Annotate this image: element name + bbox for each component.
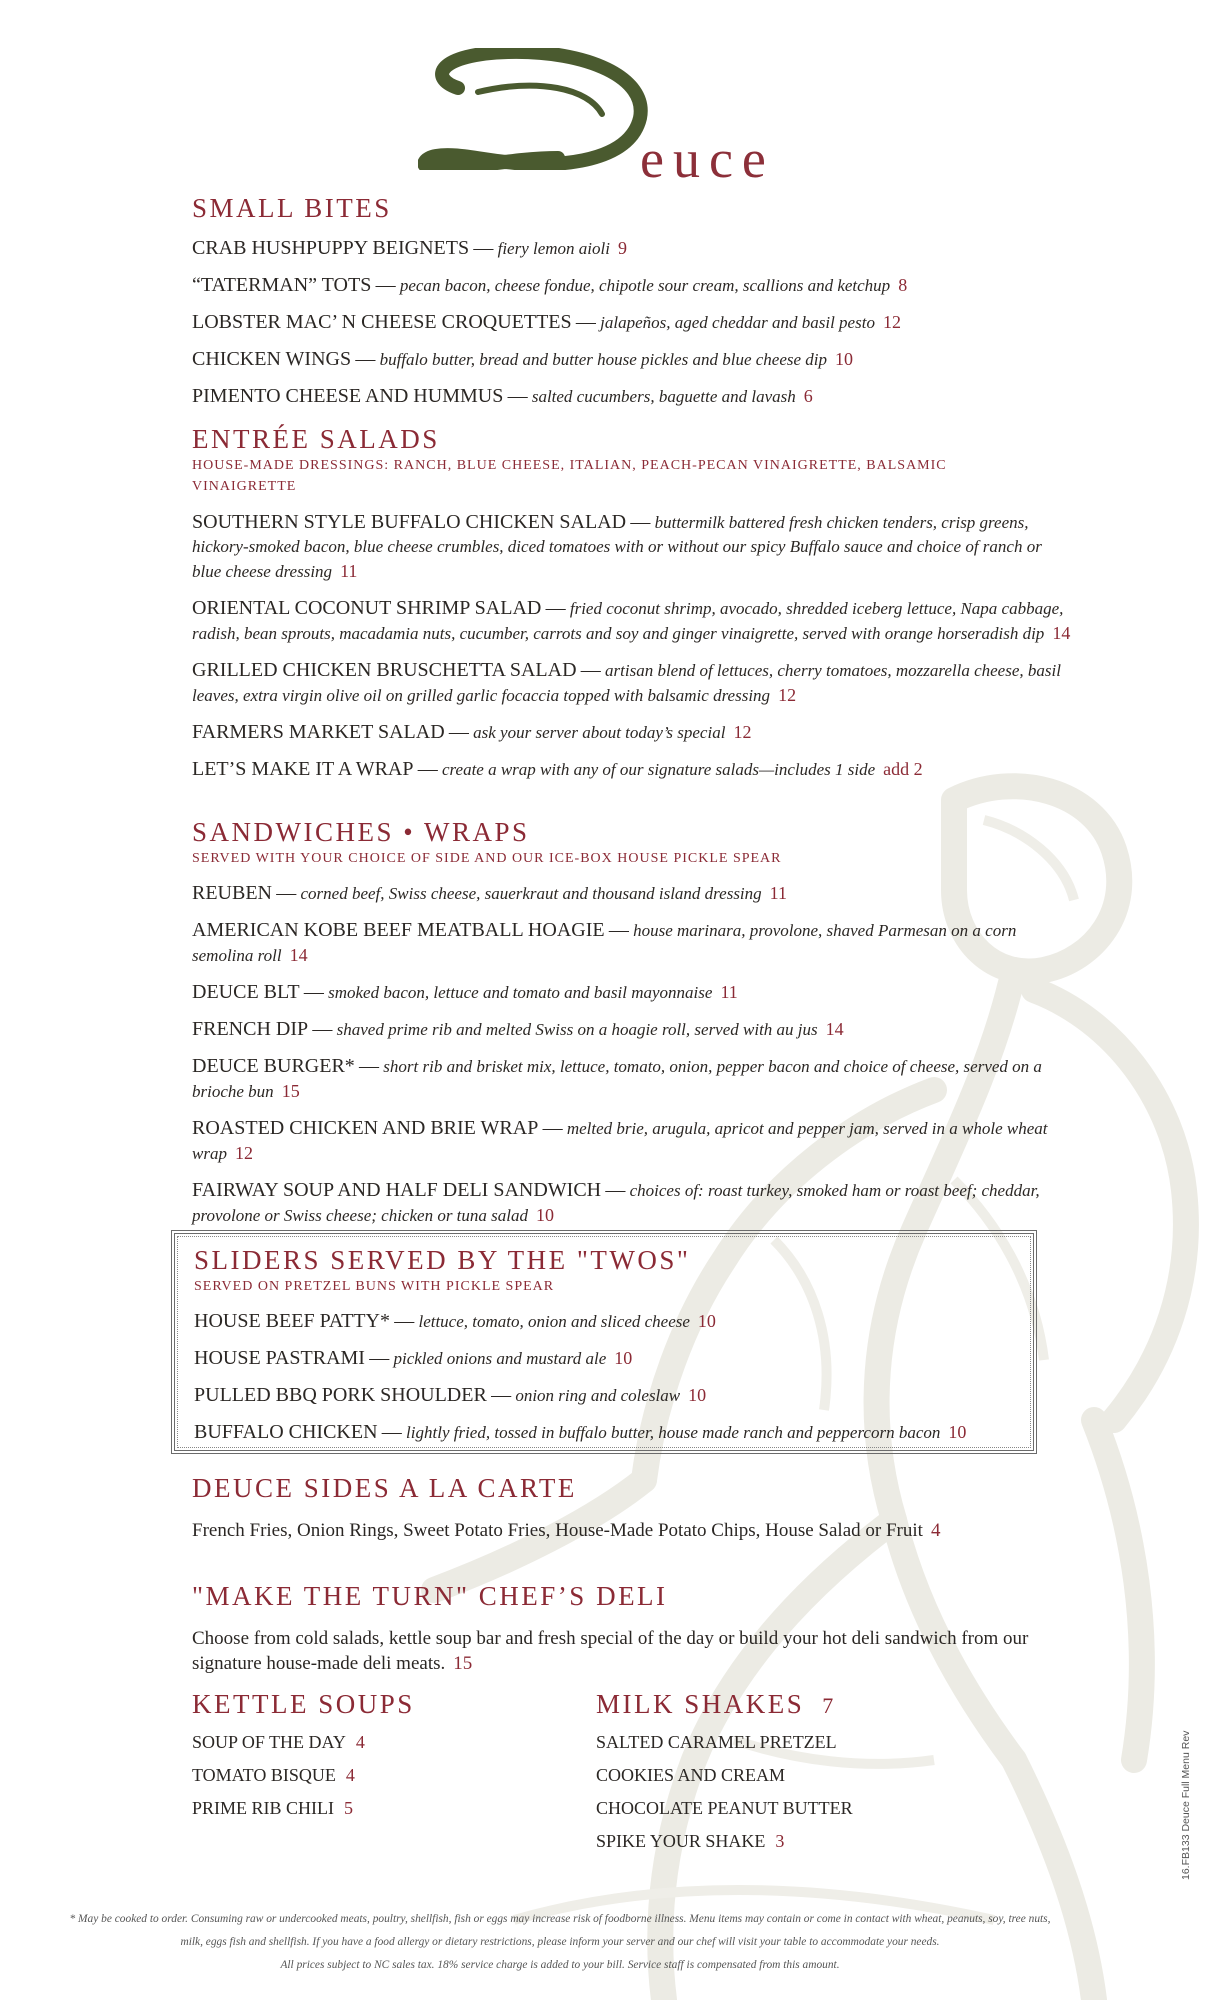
- deli-description: [192, 1626, 1052, 1676]
- menu-item: DEUCE BLT — smoked bacon, lettuce and tomato and basil mayonnaise 11: [192, 981, 738, 1004]
- item-description: fiery lemon aioli: [497, 238, 610, 258]
- menu-item: “TATERMAN” TOTS — pecan bacon, cheese fondue, chipotle sour cream, scallions and ketchup 8: [192, 273, 908, 296]
- menu-item: SOUTHERN STYLE BUFFALO CHICKEN SALAD — buttermilk battered fresh chicken tenders, crisp greens, hickory-smoked bacon, blue cheese crumbles, diced tomatoes with or without our spicy Buffalo sauce and choice of ranch or blue cheese dressing 11: [192, 511, 1042, 582]
- item-name: CHOCOLATE PEANUT BUTTER: [596, 1797, 853, 1818]
- item-description: lightly fried, tossed in buffalo butter, house made ranch and peppercorn bacon: [406, 1423, 941, 1443]
- section-title: KETTLE SOUPS: [192, 1689, 415, 1719]
- section-title: ENTRÉE SALADS: [192, 424, 440, 454]
- deuce-logo: [418, 48, 798, 189]
- section-subtitle: SERVED WITH YOUR CHOICE OF SIDE AND OUR ICE-BOX HOUSE PICKLE SPEAR: [192, 850, 782, 866]
- menu-item: HOUSE BEEF PATTY* — lettuce, tomato, onion and sliced cheese 10: [194, 1310, 716, 1333]
- item-description: pickled onions and mustard ale: [393, 1349, 607, 1369]
- item-price: 12: [882, 311, 901, 332]
- item-price: 14: [825, 1019, 844, 1040]
- item-price: 10: [835, 348, 854, 369]
- menu-item: LET’S MAKE IT A WRAP — create a wrap with any of our signature salads—includes 1 side add 2: [192, 758, 923, 781]
- deli-text: Choose from cold salads, kettle soup bar and fresh special of the day or build your hot deli sandwich from our signature house-made deli meats.: [192, 1627, 1029, 1674]
- section-sandwiches-wraps: [192, 818, 1072, 1228]
- menu-item: FARMERS MARKET SALAD — ask your server about today’s special 12: [192, 721, 752, 744]
- list-item: [192, 1726, 572, 1759]
- item-name: LET’S MAKE IT A WRAP: [192, 758, 414, 781]
- item-name: PIMENTO CHEESE AND HUMMUS: [192, 384, 504, 407]
- menu-item: PIMENTO CHEESE AND HUMMUS — salted cucumbers, baguette and lavash 6: [192, 384, 813, 407]
- item-description: shaved prime rib and melted Swiss on a hoagie roll, served with au jus: [336, 1020, 818, 1040]
- item-description: onion ring and coleslaw: [515, 1386, 681, 1406]
- item-name: SPIKE YOUR SHAKE: [596, 1830, 766, 1851]
- item-name: LOBSTER MAC’ N CHEESE CROQUETTES: [192, 310, 572, 333]
- item-name: REUBEN: [192, 882, 272, 905]
- item-name: PRIME RIB CHILI: [192, 1797, 335, 1818]
- item-name: PULLED BBQ PORK SHOULDER: [194, 1384, 487, 1407]
- section-title: SMALL BITES: [192, 193, 392, 223]
- section-title: SLIDERS SERVED BY THE "TWOS": [194, 1245, 691, 1275]
- item-price: 14: [289, 945, 308, 966]
- item-name: SOUTHERN STYLE BUFFALO CHICKEN SALAD: [192, 511, 627, 534]
- item-price: 12: [778, 685, 797, 706]
- section-sides: [192, 1474, 1072, 1543]
- item-price: 4: [355, 1731, 365, 1752]
- item-name: CHICKEN WINGS: [192, 347, 352, 370]
- item-name: SALTED CARAMEL PRETZEL: [596, 1731, 837, 1752]
- item-name: BUFFALO CHICKEN: [194, 1421, 378, 1444]
- disclaimer-line: All prices subject to NC sales tax. 18% service charge is added to your bill. Service staff is compensated from this amount.: [280, 1959, 840, 1971]
- section-price: 7: [822, 1693, 836, 1718]
- item-name: CRAB HUSHPUPPY BEIGNETS: [192, 236, 470, 259]
- item-price: 12: [733, 722, 752, 743]
- item-price: 10: [614, 1348, 633, 1369]
- item-name: SOUP OF THE DAY: [192, 1731, 346, 1752]
- section-kettle-soups: [192, 1690, 572, 1825]
- item-description: smoked bacon, lettuce and tomato and basil mayonnaise: [328, 983, 713, 1003]
- sides-description: [192, 1518, 1052, 1543]
- section-subtitle: HOUSE-MADE DRESSINGS: RANCH, BLUE CHEESE, ITALIAN, PEACH-PECAN VINAIGRETTE, BALSAMIC VINAIGRETTE: [192, 457, 947, 495]
- logo-wordmark: euce: [640, 129, 775, 189]
- item-price: 9: [617, 237, 627, 258]
- list-item: [596, 1825, 1016, 1858]
- list-item: [596, 1759, 1016, 1792]
- menu-item: CRAB HUSHPUPPY BEIGNETS — fiery lemon aioli 9: [192, 236, 627, 259]
- item-price: 10: [688, 1385, 707, 1406]
- item-description: buffalo butter, bread and butter house pickles and blue cheese dip: [379, 349, 828, 369]
- section-title-row: [596, 1690, 1016, 1720]
- menu-item: BUFFALO CHICKEN — lightly fried, tossed in buffalo butter, house made ranch and peppercorn bacon 10: [194, 1421, 967, 1444]
- item-name: “TATERMAN” TOTS: [192, 273, 372, 296]
- section-sliders: [194, 1246, 1074, 1445]
- section-entree-salads: [192, 425, 1072, 782]
- menu-item: FRENCH DIP — shaved prime rib and melted Swiss on a hoagie roll, served with au jus 14: [192, 1018, 844, 1041]
- section-small-bites: [192, 194, 1072, 421]
- item-name: COOKIES AND CREAM: [596, 1764, 786, 1785]
- list-item: [596, 1792, 1016, 1825]
- item-description: corned beef, Swiss cheese, sauerkraut and thousand island dressing: [300, 884, 762, 904]
- disclaimer-line: * May be cooked to order. Consuming raw or undercooked meats, poultry, shellfish, fish or eggs may increase risk of foodborne illness. Menu items may contain or come in contact with wheat, peanuts, soy, tree nuts,: [69, 1913, 1051, 1925]
- item-description: buttermilk battered fresh chicken tenders, crisp greens, hickory-smoked bacon, blue cheese crumbles, diced tomatoes with or without our spicy Buffalo sauce and choice of ranch or blue cheese dressing: [192, 513, 1042, 582]
- item-description: house marinara, provolone, shaved Parmesan on a corn semolina roll: [192, 921, 1017, 966]
- item-description: melted brie, arugula, apricot and pepper jam, served in a whole wheat wrap: [192, 1119, 1048, 1164]
- item-price: 10: [948, 1422, 967, 1443]
- menu-item: PULLED BBQ PORK SHOULDER — onion ring and coleslaw 10: [194, 1384, 707, 1407]
- section-title: "MAKE THE TURN" CHEF’S DELI: [192, 1581, 668, 1611]
- item-name: HOUSE PASTRAMI: [194, 1347, 365, 1370]
- menu-item: ROASTED CHICKEN AND BRIE WRAP — melted brie, arugula, apricot and pepper jam, served in a whole wheat wrap 12: [192, 1117, 1048, 1164]
- menu-item: LOBSTER MAC’ N CHEESE CROQUETTES — jalapeños, aged cheddar and basil pesto 12: [192, 310, 901, 333]
- item-price: 11: [769, 883, 788, 904]
- item-price: 5: [344, 1797, 354, 1818]
- item-price: 15: [453, 1652, 473, 1674]
- menu-item: FAIRWAY SOUP AND HALF DELI SANDWICH — choices of: roast turkey, smoked ham or roast beef; cheddar, provolone or Swiss cheese; chicken or tuna salad 10: [192, 1179, 1040, 1226]
- item-name: AMERICAN KOBE BEEF MEATBALL HOAGIE: [192, 919, 605, 942]
- menu-item: DEUCE BURGER* — short rib and brisket mix, lettuce, tomato, onion, pepper bacon and choice of cheese, served on a brioche bun 15: [192, 1055, 1042, 1102]
- item-description: fried coconut shrimp, avocado, shredded iceberg lettuce, Napa cabbage, radish, bean sprouts, macadamia nuts, cucumber, carrots and soy and ginger vinaigrette, served with orange horseradish dip: [192, 599, 1064, 644]
- item-price: 15: [281, 1081, 300, 1102]
- item-name: ORIENTAL COCONUT SHRIMP SALAD: [192, 597, 542, 620]
- disclaimer-line: milk, eggs fish and shellfish. If you have a food allergy or dietary restrictions, please inform your server and our chef will visit your table to accommodate your needs.: [180, 1936, 940, 1948]
- menu-item: REUBEN — corned beef, Swiss cheese, sauerkraut and thousand island dressing 11: [192, 882, 788, 905]
- item-name: HOUSE BEEF PATTY*: [194, 1310, 390, 1333]
- item-name: TOMATO BISQUE: [192, 1764, 336, 1785]
- item-price: 11: [720, 982, 738, 1003]
- item-description: jalapeños, aged cheddar and basil pesto: [600, 312, 875, 332]
- menu-item: CHICKEN WINGS — buffalo butter, bread and butter house pickles and blue cheese dip 10: [192, 347, 854, 370]
- item-name: FRENCH DIP: [192, 1018, 309, 1041]
- section-subtitle: SERVED ON PRETZEL BUNS WITH PICKLE SPEAR: [194, 1278, 555, 1294]
- item-price: 14: [1052, 623, 1071, 644]
- item-description: create a wrap with any of our signature salads—includes 1 side: [442, 760, 876, 780]
- item-price: 12: [234, 1143, 253, 1164]
- item-price: 10: [536, 1205, 554, 1226]
- item-price: add 2: [883, 759, 923, 780]
- list-item: [192, 1759, 572, 1792]
- item-name: FAIRWAY SOUP AND HALF DELI SANDWICH: [192, 1179, 602, 1202]
- menu-item: GRILLED CHICKEN BRUSCHETTA SALAD — artisan blend of lettuces, cherry tomatoes, mozzarella cheese, basil leaves, extra virgin olive oil on grilled garlic focaccia topped with balsamic dressing 12: [192, 659, 1061, 706]
- item-price: 6: [803, 385, 813, 406]
- item-name: ROASTED CHICKEN AND BRIE WRAP: [192, 1117, 539, 1140]
- menu-item: HOUSE PASTRAMI — pickled onions and mustard ale 10: [194, 1347, 633, 1370]
- deuce-logo-script-d: [418, 48, 658, 170]
- section-milk-shakes: [596, 1690, 1016, 1858]
- item-description: short rib and brisket mix, lettuce, tomato, onion, pepper bacon and choice of cheese, served on a brioche bun: [192, 1057, 1042, 1102]
- item-price: 4: [345, 1764, 355, 1785]
- item-price: 3: [775, 1830, 785, 1851]
- item-description: lettuce, tomato, onion and sliced cheese: [418, 1312, 690, 1332]
- item-name: DEUCE BLT: [192, 981, 300, 1004]
- item-name: DEUCE BURGER*: [192, 1055, 355, 1078]
- item-price: 10: [697, 1311, 716, 1332]
- menu-revision-code: 16.FB133 Deuce Full Menu Rev: [1180, 1730, 1192, 1880]
- item-description: salted cucumbers, baguette and lavash: [531, 386, 796, 406]
- item-price: 8: [898, 274, 908, 295]
- list-item: [192, 1792, 572, 1825]
- item-name: GRILLED CHICKEN BRUSCHETTA SALAD: [192, 659, 577, 682]
- item-name: FARMERS MARKET SALAD: [192, 721, 445, 744]
- item-price: 11: [340, 561, 358, 582]
- item-description: ask your server about today’s special: [473, 723, 726, 743]
- item-description: artisan blend of lettuces, cherry tomatoes, mozzarella cheese, basil leaves, extra virgin olive oil on grilled garlic focaccia topped with balsamic dressing: [192, 661, 1061, 706]
- item-description: choices of: roast turkey, smoked ham or roast beef; cheddar, provolone or Swiss cheese; chicken or tuna salad: [192, 1181, 1040, 1226]
- menu-item: ORIENTAL COCONUT SHRIMP SALAD — fried coconut shrimp, avocado, shredded iceberg lettuce, Napa cabbage, radish, bean sprouts, macadamia nuts, cucumber, carrots and soy and ginger vinaigrette, served with orange horseradish dip 14: [192, 597, 1071, 644]
- section-title: DEUCE SIDES A LA CARTE: [192, 1473, 577, 1503]
- menu-item: AMERICAN KOBE BEEF MEATBALL HOAGIE — house marinara, provolone, shaved Parmesan on a corn semolina roll 14: [192, 919, 1017, 966]
- section-title: MILK SHAKES: [596, 1689, 805, 1719]
- section-chefs-deli: [192, 1582, 1072, 1676]
- item-price: 4: [930, 1519, 941, 1541]
- allergy-disclaimer: [40, 1908, 1080, 1977]
- section-title: SANDWICHES • WRAPS: [192, 817, 530, 847]
- sides-text: French Fries, Onion Rings, Sweet Potato Fries, House-Made Potato Chips, House Salad or Fruit: [192, 1519, 923, 1541]
- list-item: [596, 1726, 1016, 1759]
- item-description: pecan bacon, cheese fondue, chipotle sour cream, scallions and ketchup: [399, 275, 891, 295]
